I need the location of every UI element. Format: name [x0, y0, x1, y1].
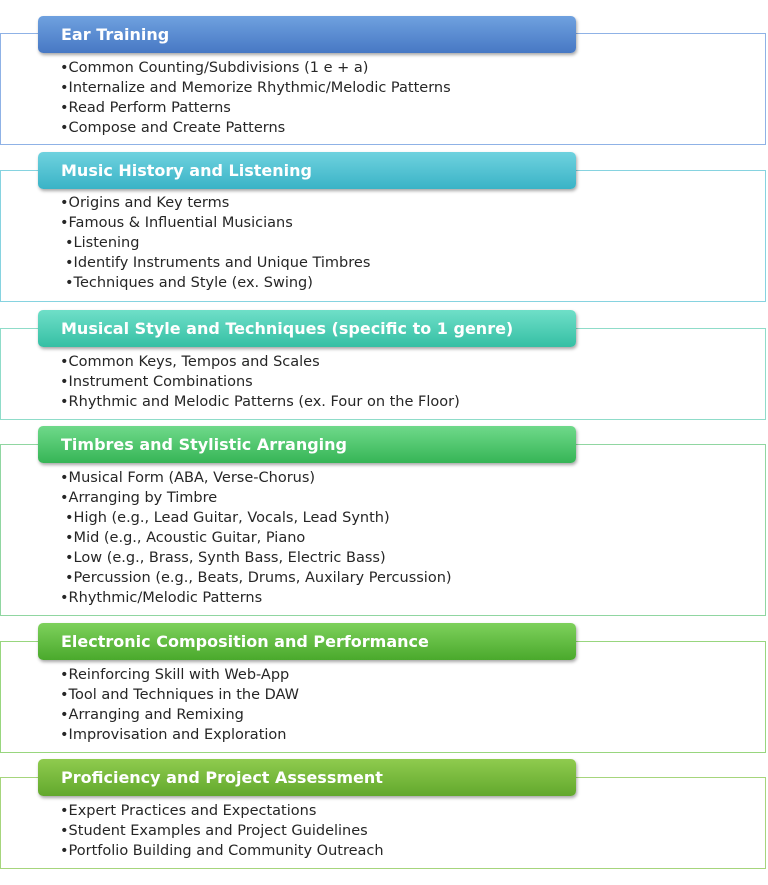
section-header — [38, 16, 576, 53]
section-title: Timbres and Stylistic Arranging — [61, 435, 347, 454]
list-item: •Expert Practices and Expectations — [60, 803, 317, 819]
section-items — [60, 801, 384, 861]
list-item: •Internalize and Memorize Rhythmic/Melodic Patterns — [60, 80, 451, 96]
list-item: •Compose and Create Patterns — [60, 120, 286, 136]
section-title: Proficiency and Project Assessment — [61, 768, 383, 787]
list-item: •Portfolio Building and Community Outreach — [60, 843, 384, 859]
list-item: •Origins and Key terms — [60, 195, 230, 211]
section-items — [60, 468, 452, 608]
list-item: •Famous & Influential Musicians — [60, 215, 293, 231]
section-items — [60, 58, 451, 138]
list-item: •Improvisation and Exploration — [60, 727, 287, 743]
list-item: •Instrument Combinations — [60, 374, 253, 390]
section-header — [38, 759, 576, 796]
list-item: •High (e.g., Lead Guitar, Vocals, Lead Synth) — [65, 510, 390, 526]
list-item: •Mid (e.g., Acoustic Guitar, Piano — [65, 530, 306, 546]
section-header — [38, 152, 576, 189]
section-title: Ear Training — [61, 25, 170, 44]
list-item: •Arranging by Timbre — [60, 490, 218, 506]
section-title: Music History and Listening — [61, 161, 312, 180]
section-header — [38, 623, 576, 660]
list-item: •Common Keys, Tempos and Scales — [60, 354, 320, 370]
list-item: •Reinforcing Skill with Web-App — [60, 667, 290, 683]
section-header — [38, 426, 576, 463]
list-item: •Rhythmic and Melodic Patterns (ex. Four on the Floor) — [60, 394, 460, 410]
section-items — [60, 193, 370, 293]
list-item: •Common Counting/Subdivisions (1 e + a) — [60, 60, 369, 76]
section-title: Electronic Composition and Performance — [61, 632, 429, 651]
list-item: •Listening — [65, 235, 140, 251]
list-item: •Student Examples and Project Guidelines — [60, 823, 368, 839]
list-item: •Tool and Techniques in the DAW — [60, 687, 299, 703]
list-item: •Identify Instruments and Unique Timbres — [65, 255, 371, 271]
list-item: •Read Perform Patterns — [60, 100, 231, 116]
list-item: •Rhythmic/Melodic Patterns — [60, 590, 263, 606]
list-item: •Musical Form (ABA, Verse-Chorus) — [60, 470, 316, 486]
section-title: Musical Style and Techniques (specific to 1 genre) — [61, 319, 514, 338]
section-items — [60, 665, 299, 745]
list-item: •Techniques and Style (ex. Swing) — [65, 275, 313, 291]
list-item: •Low (e.g., Brass, Synth Bass, Electric Bass) — [65, 550, 386, 566]
section-items — [60, 352, 460, 412]
section-header — [38, 310, 576, 347]
list-item: •Percussion (e.g., Beats, Drums, Auxilary Percussion) — [65, 570, 452, 586]
list-item: •Arranging and Remixing — [60, 707, 244, 723]
